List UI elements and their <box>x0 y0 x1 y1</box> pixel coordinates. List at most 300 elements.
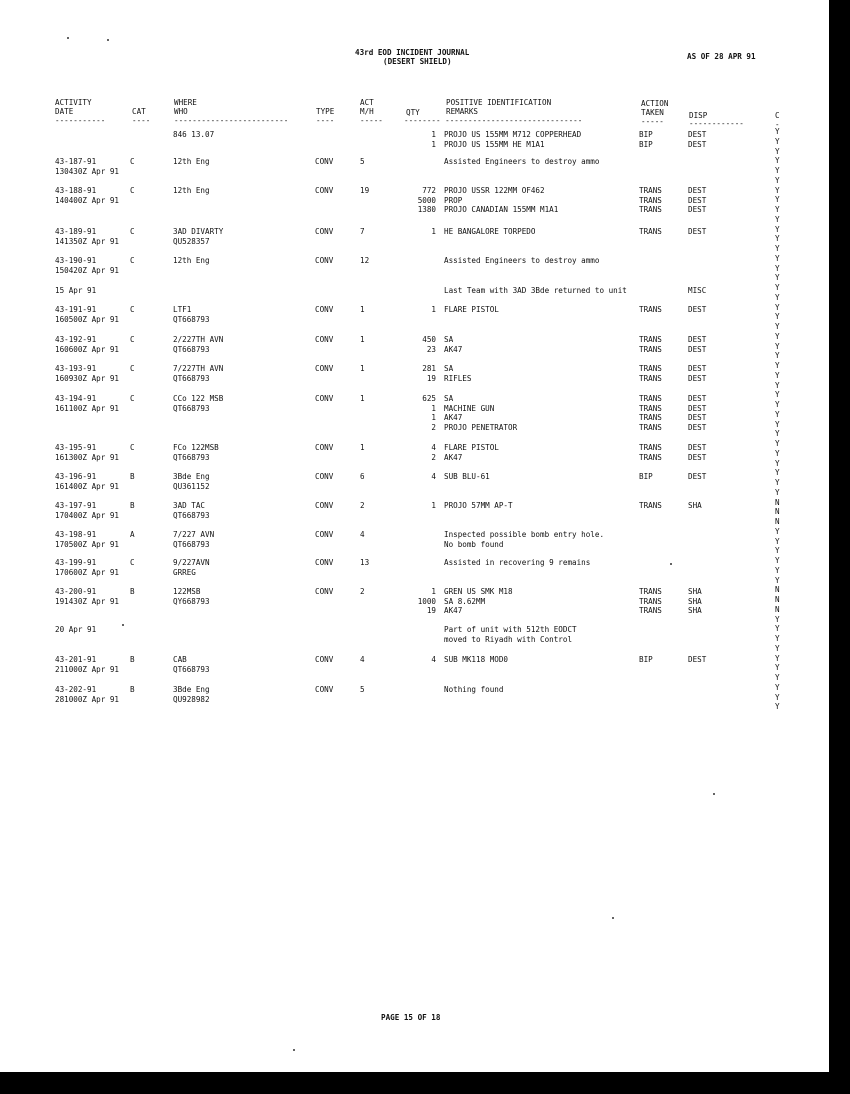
cell-action: TRANS <box>639 443 662 452</box>
cell-mh: 1 <box>360 335 365 344</box>
cell-qty: 1 <box>431 130 436 139</box>
cell-cat: B <box>130 655 135 664</box>
cell-cat: C <box>130 157 135 166</box>
cell-date: 141350Z Apr 91 <box>55 236 120 246</box>
cell-type: CONV <box>315 558 334 567</box>
c-flag: Y <box>775 312 780 322</box>
rule-disp: ------------ <box>689 119 744 128</box>
cell-type: CONV <box>315 394 334 403</box>
cell-date: 43-200-91 <box>55 587 97 596</box>
scan-border-right <box>829 0 850 1094</box>
cell-qty: 772 <box>422 186 436 195</box>
cell-remarks: PROJO US 155MM M712 COPPERHEAD <box>444 130 582 139</box>
c-flag: Y <box>775 380 780 390</box>
cell-qty: 1 <box>431 403 436 413</box>
cell-action: TRANS <box>639 344 662 354</box>
cell-date: 161400Z Apr 91 <box>55 481 120 491</box>
c-flag: Y <box>775 682 780 692</box>
cell-where: 2/227TH AVN <box>173 335 224 344</box>
cell-cat: C <box>130 227 135 236</box>
c-flag: N <box>775 517 780 526</box>
c-flag: Y <box>775 166 780 175</box>
cell-type: CONV <box>315 186 334 195</box>
cell-qty: 450 <box>422 335 436 344</box>
cell-action: TRANS <box>639 596 662 606</box>
cell-where: 7/227 AVN <box>173 530 215 539</box>
cell-disp: DEST <box>688 364 707 373</box>
cell-mh: 7 <box>360 227 365 236</box>
cell-action: TRANS <box>639 195 662 205</box>
cell-where: QU928982 <box>173 694 210 704</box>
cell-type: CONV <box>315 443 334 452</box>
cell-disp: DEST <box>688 139 707 149</box>
cell-date: 170500Z Apr 91 <box>55 539 120 549</box>
cell-where: 9/227AVN <box>173 558 210 567</box>
c-flag: Y <box>775 273 780 283</box>
cell-where: 846 13.07 <box>173 130 215 139</box>
cell-remarks: FLARE PISTOL <box>444 443 499 452</box>
cell-cat: C <box>130 256 135 265</box>
cell-action: TRANS <box>639 606 662 616</box>
cell-disp: SHA <box>688 606 702 616</box>
cell-disp: DEST <box>688 394 707 403</box>
cell-remarks: No bomb found <box>444 539 504 549</box>
header-mh: M/H <box>360 107 374 116</box>
cell-where: 7/227TH AVN <box>173 364 224 373</box>
cell-qty: 2 <box>431 452 436 462</box>
cell-date: 43-197-91 <box>55 501 97 510</box>
cell-remarks: moved to Riyadh with Control <box>444 634 573 644</box>
cell-disp: DEST <box>688 423 707 433</box>
c-flag: Y <box>775 536 780 546</box>
cell-type: CONV <box>315 227 334 236</box>
scan-speck <box>670 563 672 565</box>
cell-mh: 4 <box>360 655 365 664</box>
cell-action: BIP <box>639 139 653 149</box>
cell-where: QT668793 <box>173 314 210 324</box>
cell-date: 170600Z Apr 91 <box>55 567 120 577</box>
cell-remarks: Assisted Engineers to destroy ammo <box>444 157 600 166</box>
journal-subtitle: (DESERT SHIELD) <box>383 57 452 66</box>
cell-type: CONV <box>315 472 334 481</box>
cell-disp: DEST <box>688 403 707 413</box>
cell-date: 43-192-91 <box>55 335 97 344</box>
c-flag: Y <box>775 556 780 565</box>
cell-where: 3Bde Eng <box>173 472 210 481</box>
cell-where: CCo 122 MSB <box>173 394 224 403</box>
cell-action: TRANS <box>639 373 662 383</box>
cell-mh: 19 <box>360 186 370 195</box>
header-action: ACTION <box>641 99 669 108</box>
c-flag: Y <box>775 146 780 156</box>
cell-where: QU528357 <box>173 236 210 246</box>
cell-disp: DEST <box>688 195 707 205</box>
cell-disp: DEST <box>688 205 707 215</box>
cell-remarks: PROP <box>444 195 463 205</box>
c-flag: Y <box>775 322 780 331</box>
cell-qty: 1 <box>431 413 436 423</box>
cell-remarks: SA <box>444 335 454 344</box>
cell-action: TRANS <box>639 452 662 462</box>
c-flag: Y <box>775 136 780 146</box>
cell-disp: DEST <box>688 373 707 383</box>
cell-cat: B <box>130 587 135 596</box>
c-flag: Y <box>775 292 780 302</box>
c-flag: Y <box>775 643 780 653</box>
cell-cat: C <box>130 558 135 567</box>
cell-remarks: Last Team with 3AD 3Bde returned to unit <box>444 286 627 295</box>
cell-mh: 1 <box>360 443 365 452</box>
cell-date: 161300Z Apr 91 <box>55 452 120 462</box>
header-remarks: REMARKS <box>446 107 479 116</box>
cell-type: CONV <box>315 305 334 314</box>
cell-date: 43-187-91 <box>55 157 97 166</box>
cell-action: TRANS <box>639 205 662 215</box>
c-flag: Y <box>775 419 780 429</box>
as-of-date: AS OF 28 APR 91 <box>687 52 756 61</box>
cell-date: 43-202-91 <box>55 685 97 694</box>
c-flag: Y <box>775 565 780 575</box>
cell-remarks: Assisted Engineers to destroy ammo <box>444 256 600 265</box>
scan-speck <box>107 39 109 41</box>
scan-speck <box>612 917 614 919</box>
cell-disp: DEST <box>688 227 707 236</box>
scan-speck <box>122 624 124 626</box>
cell-cat: C <box>130 186 135 195</box>
rule-activity: ----------- <box>55 116 106 125</box>
c-flag: Y <box>775 351 780 361</box>
cell-date: 43-190-91 <box>55 256 97 265</box>
scan-speck <box>293 1049 295 1051</box>
cell-mh: 1 <box>360 364 365 373</box>
cell-type: CONV <box>315 157 334 166</box>
cell-remarks: Part of unit with 512th EODCT <box>444 625 577 634</box>
cell-where: 12th Eng <box>173 186 210 195</box>
cell-qty: 281 <box>422 364 436 373</box>
cell-type: CONV <box>315 530 334 539</box>
cell-remarks: PROJO 57MM AP-T <box>444 501 513 510</box>
cell-date: 43-194-91 <box>55 394 97 403</box>
cell-where: QT668793 <box>173 539 210 549</box>
c-flag: Y <box>775 214 780 224</box>
cell-where: LTF1 <box>173 305 192 314</box>
cell-qty: 4 <box>431 655 436 664</box>
cell-where: QT668793 <box>173 664 210 674</box>
cell-remarks: GREN US SMK M18 <box>444 587 513 596</box>
header-taken: TAKEN <box>641 108 664 117</box>
c-flag: Y <box>775 390 780 400</box>
c-flag: Y <box>775 575 780 585</box>
cell-qty: 5000 <box>417 195 436 205</box>
cell-remarks: Assisted in recovering 9 remains <box>444 558 591 567</box>
cell-action: TRANS <box>639 186 662 195</box>
header-act: ACT <box>360 98 374 107</box>
cell-disp: DEST <box>688 452 707 462</box>
cell-remarks: PROJO PENETRATOR <box>444 423 518 433</box>
cell-date: 170400Z Apr 91 <box>55 510 120 520</box>
cell-qty: 625 <box>422 394 436 403</box>
cell-date: 281000Z Apr 91 <box>55 694 120 704</box>
cell-date: 211000Z Apr 91 <box>55 664 120 674</box>
cell-where: CAB <box>173 655 187 664</box>
c-flag: Y <box>775 468 780 478</box>
c-flag: Y <box>775 253 780 263</box>
cell-cat: C <box>130 305 135 314</box>
cell-remarks: AK47 <box>444 606 463 616</box>
c-flag: Y <box>775 663 780 673</box>
c-flag: Y <box>775 478 780 487</box>
c-flag: Y <box>775 458 780 468</box>
cell-action: TRANS <box>639 587 662 596</box>
cell-where: QT668793 <box>173 344 210 354</box>
cell-where: 12th Eng <box>173 256 210 265</box>
c-flag: Y <box>775 634 780 643</box>
cell-where: 122MSB <box>173 587 201 596</box>
cell-mh: 2 <box>360 587 365 596</box>
c-flag: Y <box>775 156 780 166</box>
c-flag: Y <box>775 361 780 370</box>
c-flag: Y <box>775 205 780 214</box>
cell-where: FCo 122MSB <box>173 443 219 452</box>
cell-where: GRREG <box>173 567 196 577</box>
rule-type: ---- <box>316 116 335 125</box>
cell-where: 3AD DIVARTY <box>173 227 224 236</box>
cell-type: CONV <box>315 501 334 510</box>
c-flag: Y <box>775 546 780 556</box>
c-flag: N <box>775 604 780 614</box>
cell-disp: DEST <box>688 655 707 664</box>
c-flag: Y <box>775 370 780 380</box>
c-flag: Y <box>775 439 780 448</box>
cell-qty: 1 <box>431 587 436 596</box>
cell-date: 43-195-91 <box>55 443 97 452</box>
cell-qty: 1 <box>431 501 436 510</box>
c-flag: N <box>775 585 780 595</box>
rule-cat: ---- <box>132 116 151 125</box>
cell-cat: A <box>130 530 135 539</box>
cell-date: 15 Apr 91 <box>55 286 97 295</box>
cell-remarks: PROJO CANADIAN 155MM M1A1 <box>444 205 559 215</box>
cell-date: 43-199-91 <box>55 558 97 567</box>
c-flag: Y <box>775 185 780 195</box>
header-type: TYPE <box>316 107 335 116</box>
page-number: PAGE 15 OF 18 <box>381 1013 441 1022</box>
cell-type: CONV <box>315 364 334 373</box>
cell-remarks: AK47 <box>444 344 463 354</box>
c-flag: Y <box>775 127 780 136</box>
header-c: C <box>775 111 780 120</box>
header-activity: ACTIVITY <box>55 98 92 107</box>
header-where: WHERE <box>174 98 197 107</box>
cell-remarks: MACHINE GUN <box>444 403 495 413</box>
cell-qty: 1380 <box>417 205 436 215</box>
cell-mh: 1 <box>360 394 365 403</box>
cell-mh: 13 <box>360 558 370 567</box>
cell-type: CONV <box>315 587 334 596</box>
cell-disp: DEST <box>688 413 707 423</box>
cell-disp: SHA <box>688 596 702 606</box>
cell-action: TRANS <box>639 501 662 510</box>
c-flag: Y <box>775 234 780 244</box>
cell-mh: 5 <box>360 685 365 694</box>
cell-remarks: SA <box>444 364 454 373</box>
cell-mh: 1 <box>360 305 365 314</box>
c-flag: Y <box>775 692 780 702</box>
c-flag: Y <box>775 429 780 439</box>
cell-remarks: HE BANGALORE TORPEDO <box>444 227 536 236</box>
c-flag: Y <box>775 673 780 682</box>
cell-qty: 19 <box>426 606 436 616</box>
cell-qty: 2 <box>431 423 436 433</box>
cell-remarks: RIFLES <box>444 373 472 383</box>
cell-date: 161100Z Apr 91 <box>55 403 120 413</box>
cell-where: 3Bde Eng <box>173 685 210 694</box>
cell-remarks: SA <box>444 394 454 403</box>
cell-remarks: AK47 <box>444 452 463 462</box>
cell-action: BIP <box>639 472 653 481</box>
cell-cat: B <box>130 472 135 481</box>
cell-date: 43-193-91 <box>55 364 97 373</box>
c-flag: Y <box>775 263 780 273</box>
rule-positive-id: -------- ------------------------------ <box>404 116 583 125</box>
cell-action: TRANS <box>639 403 662 413</box>
cell-cat: C <box>130 335 135 344</box>
c-flag: Y <box>775 341 780 351</box>
cell-date: 43-201-91 <box>55 655 97 664</box>
cell-qty: 1 <box>431 227 436 236</box>
cell-qty: 1 <box>431 139 436 149</box>
cell-action: TRANS <box>639 423 662 433</box>
cell-date: 130430Z Apr 91 <box>55 166 120 176</box>
cell-date: 43-191-91 <box>55 305 97 314</box>
cell-where: QT668793 <box>173 452 210 462</box>
c-flag: Y <box>775 283 780 292</box>
cell-date: 160600Z Apr 91 <box>55 344 120 354</box>
c-flag: Y <box>775 331 780 341</box>
cell-remarks: AK47 <box>444 413 463 423</box>
c-flag: Y <box>775 195 780 205</box>
cell-disp: SHA <box>688 501 702 510</box>
cell-date: 150420Z Apr 91 <box>55 265 120 275</box>
cell-mh: 6 <box>360 472 365 481</box>
cell-disp: MISC <box>688 286 707 295</box>
cell-date: 160930Z Apr 91 <box>55 373 120 383</box>
c-flag: Y <box>775 400 780 409</box>
cell-action: TRANS <box>639 364 662 373</box>
c-flag: Y <box>775 614 780 624</box>
cell-date: 140400Z Apr 91 <box>55 195 120 205</box>
header-date: DATE <box>55 107 74 116</box>
cell-mh: 5 <box>360 157 365 166</box>
cell-action: TRANS <box>639 394 662 403</box>
journal-title: 43rd EOD INCIDENT JOURNAL <box>355 48 470 57</box>
cell-date: 43-189-91 <box>55 227 97 236</box>
c-flag: Y <box>775 224 780 234</box>
cell-qty: 1 <box>431 305 436 314</box>
cell-date: 43-198-91 <box>55 530 97 539</box>
cell-disp: DEST <box>688 335 707 344</box>
cell-date: 43-196-91 <box>55 472 97 481</box>
c-flag: Y <box>775 487 780 497</box>
cell-action: TRANS <box>639 227 662 236</box>
c-flag: N <box>775 507 780 517</box>
cell-type: CONV <box>315 655 334 664</box>
rule-where: ------------------------- <box>174 116 289 125</box>
cell-date: 20 Apr 91 <box>55 625 97 634</box>
cell-qty: 1000 <box>417 596 436 606</box>
c-flag: Y <box>775 448 780 458</box>
cell-cat: B <box>130 501 135 510</box>
header-who: WHO <box>174 107 188 116</box>
header-positive-id: POSITIVE IDENTIFICATION <box>446 98 552 107</box>
rule-action: ----- <box>641 117 664 126</box>
cell-qty: 4 <box>431 472 436 481</box>
cell-type: CONV <box>315 256 334 265</box>
scan-speck <box>713 793 715 795</box>
c-flag: N <box>775 595 780 604</box>
cell-action: TRANS <box>639 335 662 344</box>
cell-where: QT668793 <box>173 403 210 413</box>
cell-disp: DEST <box>688 186 707 195</box>
cell-mh: 12 <box>360 256 370 265</box>
c-flag: Y <box>775 624 780 634</box>
rule-c: - <box>775 120 780 129</box>
rule-act: ----- <box>360 116 383 125</box>
cell-cat: C <box>130 394 135 403</box>
cell-type: CONV <box>315 335 334 344</box>
cell-disp: DEST <box>688 443 707 452</box>
cell-disp: DEST <box>688 130 707 139</box>
cell-qty: 23 <box>426 344 436 354</box>
cell-date: 43-188-91 <box>55 186 97 195</box>
cell-disp: DEST <box>688 344 707 354</box>
cell-action: TRANS <box>639 305 662 314</box>
c-flag: Y <box>775 175 780 185</box>
cell-action: BIP <box>639 655 653 664</box>
cell-date: 160500Z Apr 91 <box>55 314 120 324</box>
cell-cat: B <box>130 685 135 694</box>
c-flag: N <box>775 497 780 507</box>
c-flag: Y <box>775 653 780 663</box>
cell-cat: C <box>130 443 135 452</box>
cell-mh: 4 <box>360 530 365 539</box>
cell-disp: DEST <box>688 472 707 481</box>
header-disp: DISP <box>689 111 708 120</box>
cell-where: 3AD TAC <box>173 501 206 510</box>
scan-speck <box>67 37 69 39</box>
c-flag: Y <box>775 702 780 712</box>
scan-border-bottom <box>0 1072 850 1094</box>
cell-where: 12th Eng <box>173 157 210 166</box>
header-qty: QTY <box>406 108 420 117</box>
c-flag: Y <box>775 302 780 312</box>
c-flag: Y <box>775 409 780 419</box>
cell-remarks: SUB MK118 MOD0 <box>444 655 509 664</box>
cell-disp: SHA <box>688 587 702 596</box>
c-flag: Y <box>775 244 780 253</box>
cell-remarks: Inspected possible bomb entry hole. <box>444 530 605 539</box>
cell-cat: C <box>130 364 135 373</box>
cell-remarks: SA 8.62MM <box>444 596 486 606</box>
cell-qty: 4 <box>431 443 436 452</box>
cell-qty: 19 <box>426 373 436 383</box>
cell-action: BIP <box>639 130 653 139</box>
cell-remarks: FLARE PISTOL <box>444 305 499 314</box>
header-cat: CAT <box>132 107 146 116</box>
cell-remarks: PROJO US 155MM HE M1A1 <box>444 139 545 149</box>
cell-action: TRANS <box>639 413 662 423</box>
cell-remarks: SUB BLU-61 <box>444 472 490 481</box>
